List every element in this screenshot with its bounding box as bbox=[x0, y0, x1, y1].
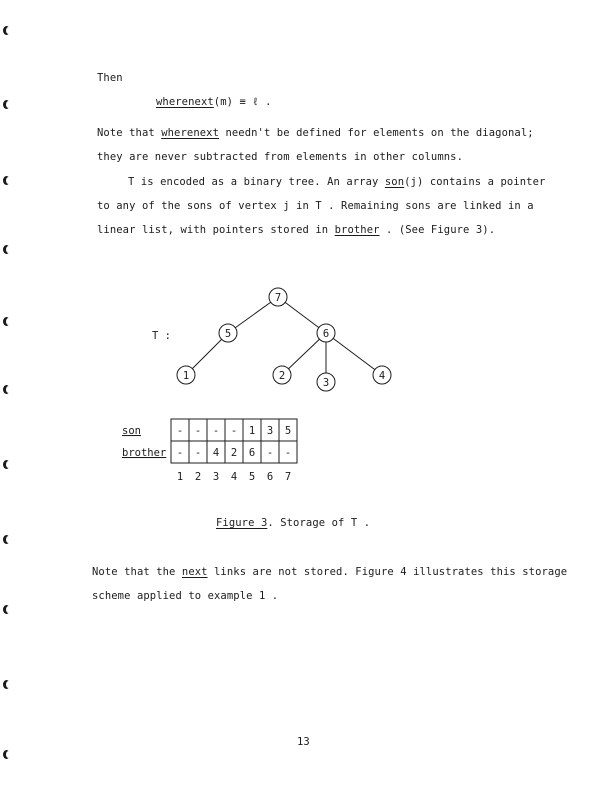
brother-cell: 4 bbox=[212, 447, 220, 459]
tree-node-label: 5 bbox=[224, 328, 232, 340]
son-cell: - bbox=[194, 425, 202, 437]
son-cell: - bbox=[212, 425, 220, 437]
tree-node-label: 2 bbox=[278, 370, 286, 382]
text-line: T is encoded as a binary tree. An array son(j) contains a pointer bbox=[128, 176, 546, 188]
then-text: Then bbox=[97, 72, 123, 84]
tree-label: T : bbox=[152, 330, 171, 342]
brother-cell: - bbox=[284, 447, 292, 459]
tree-edge bbox=[326, 333, 382, 375]
page-number: 13 bbox=[297, 736, 310, 748]
brother-term: brother bbox=[334, 224, 380, 236]
brother-cell: 2 bbox=[230, 447, 238, 459]
text-line: to any of the sons of vertex j in T . Remaining sons are linked in a bbox=[97, 200, 534, 212]
index-label: 5 bbox=[248, 471, 256, 483]
brother-cell: - bbox=[194, 447, 202, 459]
brother-cell: - bbox=[176, 447, 184, 459]
formula-arg: (m) bbox=[213, 96, 234, 108]
wherenext-term: wherenext bbox=[156, 96, 214, 108]
index-label: 1 bbox=[176, 471, 184, 483]
tree-node-label: 7 bbox=[274, 292, 282, 304]
son-cell: - bbox=[230, 425, 238, 437]
tree-node-label: 6 bbox=[322, 328, 330, 340]
index-label: 4 bbox=[230, 471, 238, 483]
son-cell: 1 bbox=[248, 425, 256, 437]
tree-node-label: 1 bbox=[182, 370, 190, 382]
next-term: next bbox=[181, 566, 208, 578]
son-row-label: son bbox=[122, 425, 141, 437]
text-line: scheme applied to example 1 . bbox=[92, 590, 279, 602]
son-term: son bbox=[384, 176, 405, 188]
text-line: Note that wherenext needn't be defined for elements on the diagonal; bbox=[97, 127, 534, 139]
text-line: Note that the next links are not stored. Figure 4 illustrates this storage bbox=[92, 566, 568, 578]
index-label: 3 bbox=[212, 471, 220, 483]
son-cell: - bbox=[176, 425, 184, 437]
formula-rest: ≡ ℓ . bbox=[239, 96, 272, 108]
tree-node-label: 3 bbox=[322, 377, 330, 389]
figure-caption: Figure 3. Storage of T . bbox=[216, 517, 371, 529]
text-line: linear list, with pointers stored in brother . (See Figure 3). bbox=[97, 224, 496, 236]
son-cell: 3 bbox=[266, 425, 274, 437]
index-label: 7 bbox=[284, 471, 292, 483]
brother-cell: 6 bbox=[248, 447, 256, 459]
text-line: they are never subtracted from elements in other columns. bbox=[97, 151, 464, 163]
son-cell: 5 bbox=[284, 425, 292, 437]
index-label: 6 bbox=[266, 471, 274, 483]
wherenext-term: wherenext bbox=[161, 127, 220, 139]
figure-label: Figure 3 bbox=[216, 517, 268, 529]
brother-cell: - bbox=[266, 447, 274, 459]
brother-row-label: brother bbox=[122, 447, 167, 459]
index-label: 2 bbox=[194, 471, 202, 483]
tree-node-label: 4 bbox=[378, 370, 386, 382]
